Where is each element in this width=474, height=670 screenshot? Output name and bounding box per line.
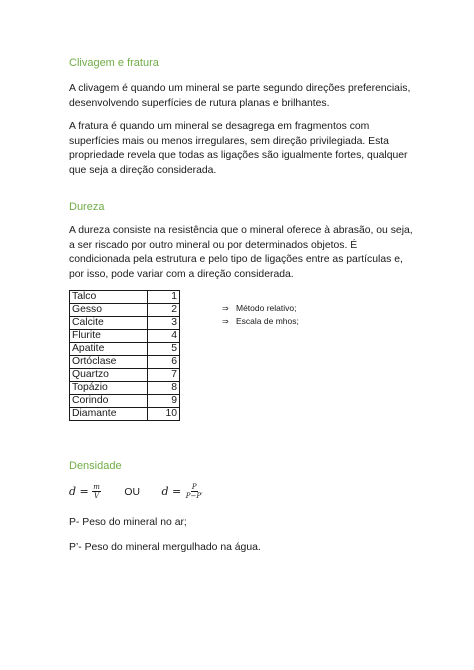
mineral-name: Gesso xyxy=(70,304,148,317)
text-line: propriedade revela que todas as ligações são igualmente fortes, qualquer xyxy=(69,150,408,162)
text-line: A fratura é quando um mineral se desagrega em fragmentos com xyxy=(69,121,370,132)
table-row xyxy=(70,343,180,356)
mineral-name: Topázio xyxy=(70,382,148,395)
section-heading-density: Densidade xyxy=(69,460,122,472)
text-line: que seja a direção considerada. xyxy=(69,164,217,176)
density-line-p: P- Peso do mineral no ar; xyxy=(69,517,187,528)
hardness-value: 4 xyxy=(148,330,180,343)
mohs-hardness-table xyxy=(69,290,180,421)
hardness-value: 1 xyxy=(148,291,180,304)
formula-density-weights xyxy=(162,485,204,498)
table-row xyxy=(70,356,180,369)
section-heading-hardness: Dureza xyxy=(69,201,105,213)
text-line: superfícies mais ou menos irregulares, sem direção privilegiada. Esta xyxy=(69,135,389,147)
hardness-value: 10 xyxy=(148,408,180,421)
fraction-denominator: V xyxy=(94,492,100,500)
list-item xyxy=(222,302,299,315)
fracture-paragraph xyxy=(69,120,414,178)
hardness-value: 6 xyxy=(148,356,180,369)
density-line-p-prime: P’- Peso do mineral mergulhado na água. xyxy=(69,542,261,553)
density-formulas xyxy=(69,483,204,500)
formula-density-mass-volume xyxy=(69,485,104,498)
cleavage-paragraph xyxy=(69,82,414,111)
section-heading-cleavage: Clivagem e fratura xyxy=(69,57,159,69)
text-line: desenvolvendo superfícies de rutura planas e brilhantes. xyxy=(69,97,330,109)
double-arrow-right-icon: ⇒ xyxy=(222,317,229,326)
mineral-name: Talco xyxy=(70,291,148,304)
table-row xyxy=(70,291,180,304)
mineral-name: Quartzo xyxy=(70,369,148,382)
text-line: A clivagem é quando um mineral se parte segundo direções preferenciais, xyxy=(69,83,411,94)
formula-equals: = xyxy=(79,484,89,498)
table-row xyxy=(70,408,180,421)
note-text: Método relativo; xyxy=(236,303,297,313)
formula-lhs: d xyxy=(161,484,169,498)
table-row xyxy=(70,330,180,343)
table-row xyxy=(70,369,180,382)
text-line: condicionada pela estrutura e pelo tipo de ligações entre as partículas e, xyxy=(69,254,403,266)
text-line: por isso, pode variar com a direção considerada. xyxy=(69,268,294,280)
hardness-paragraph xyxy=(69,224,414,282)
hardness-value: 2 xyxy=(148,304,180,317)
table-row xyxy=(70,395,180,408)
hardness-value: 8 xyxy=(148,382,180,395)
formula-lhs: d xyxy=(69,484,77,498)
hardness-value: 3 xyxy=(148,317,180,330)
table-row xyxy=(70,317,180,330)
mineral-name: Calcite xyxy=(70,317,148,330)
fraction xyxy=(185,483,204,500)
hardness-value: 7 xyxy=(148,369,180,382)
text-line: A dureza consiste na resistência que o mineral oferece à abrasão, ou seja, xyxy=(69,225,413,236)
mineral-name: Corindo xyxy=(70,395,148,408)
mineral-name: Flurite xyxy=(70,330,148,343)
table-row xyxy=(70,382,180,395)
hardness-value: 9 xyxy=(148,395,180,408)
text-line: a ser riscado por outro mineral ou por determinados objetos. É xyxy=(69,239,358,251)
fraction-numerator: m xyxy=(93,483,100,491)
fraction xyxy=(92,483,101,500)
note-text: Escala de mhos; xyxy=(236,316,299,326)
mineral-name: Diamante xyxy=(70,408,148,421)
double-arrow-right-icon: ⇒ xyxy=(222,304,229,313)
mineral-name: Apatite xyxy=(70,343,148,356)
list-item xyxy=(222,315,299,328)
hardness-value: 5 xyxy=(148,343,180,356)
fraction-denominator: P−P′ xyxy=(185,492,203,500)
mineral-name: Ortóclase xyxy=(70,356,148,369)
fraction-numerator: P xyxy=(191,483,197,491)
table-row xyxy=(70,304,180,317)
or-label: OU xyxy=(124,486,140,498)
hardness-notes xyxy=(222,302,299,328)
formula-equals: = xyxy=(172,484,182,498)
